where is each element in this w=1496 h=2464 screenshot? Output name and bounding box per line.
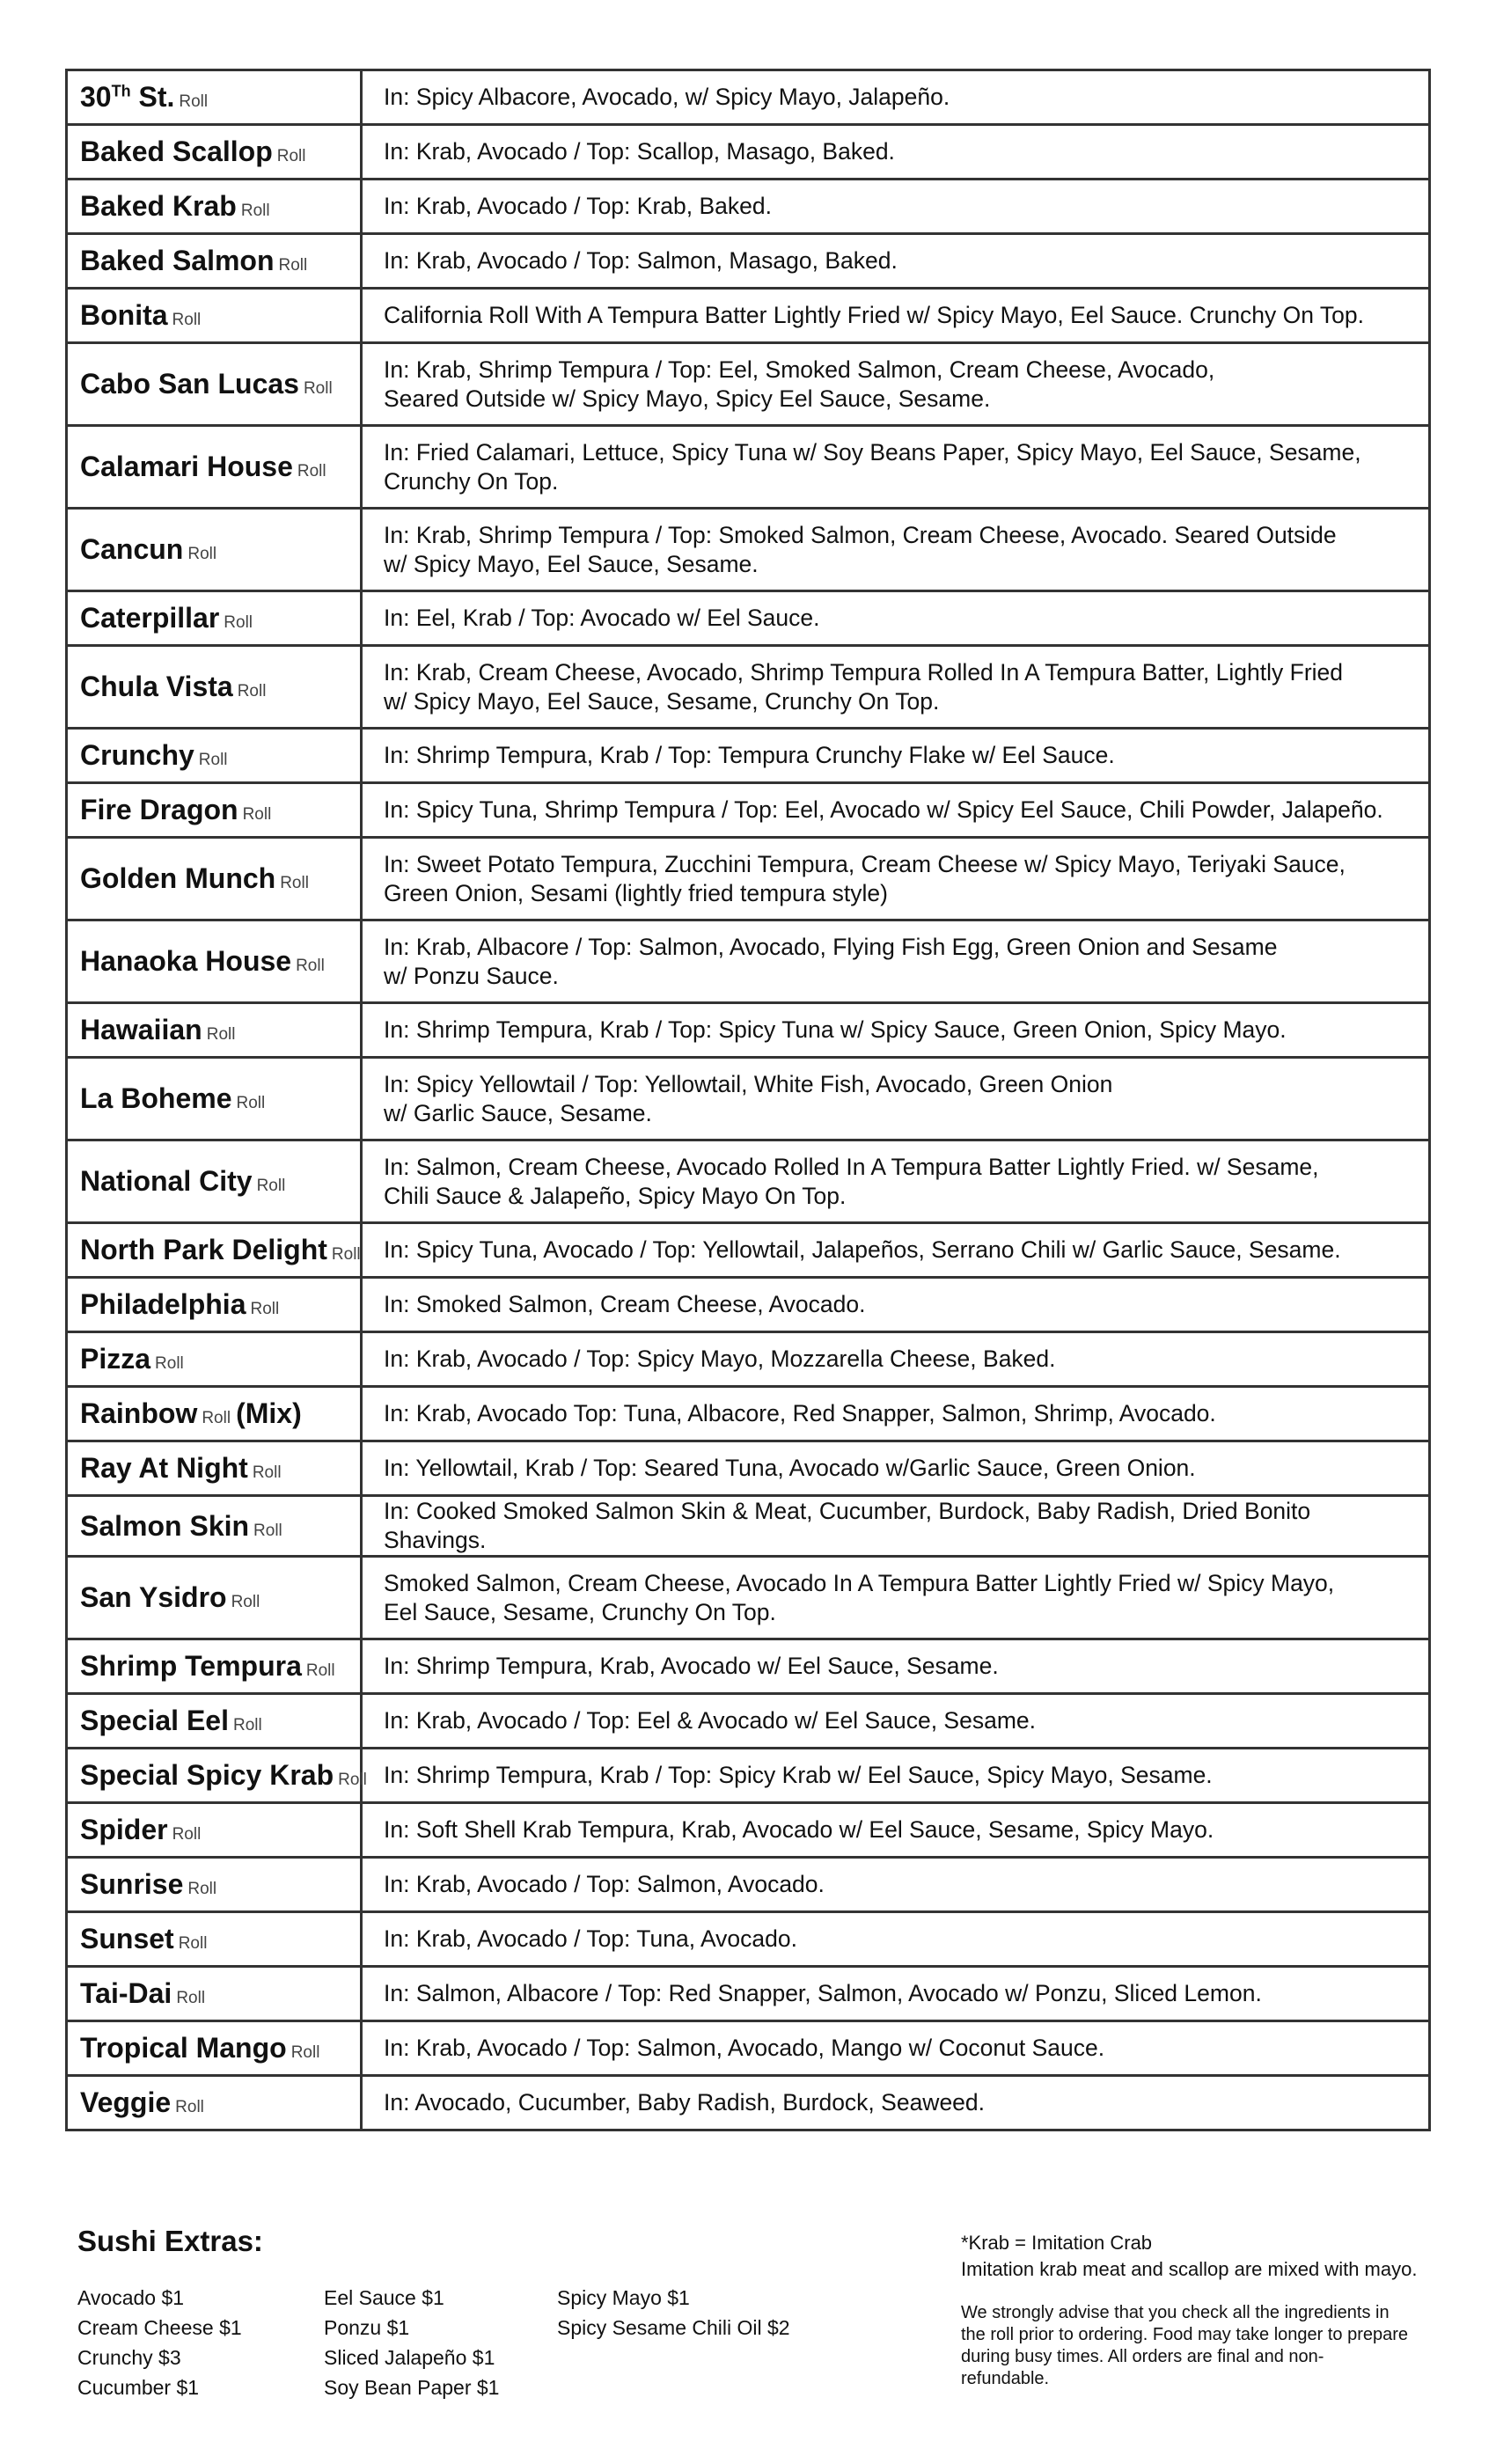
roll-name-cell	[67, 838, 362, 920]
roll-name	[80, 1705, 229, 1736]
roll-name	[80, 1650, 302, 1682]
roll-description-cell	[362, 1387, 1430, 1441]
sushi-extras-title: Sushi Extras:	[77, 2225, 263, 2257]
roll-name	[80, 1082, 231, 1114]
roll-name	[80, 2032, 287, 2064]
roll-menu-table	[65, 69, 1431, 2131]
roll-name	[80, 1510, 249, 1542]
roll-name-text: Tropical Mango	[80, 2032, 287, 2064]
roll-description: In: Eel, Krab / Top: Avocado w/ Eel Sauce.	[384, 605, 820, 631]
roll-description: In: Krab, Avocado Top: Tuna, Albacore, Red Snapper, Salmon, Shrimp, Avocado.	[384, 1400, 1216, 1426]
roll-description-cell	[362, 1223, 1430, 1278]
roll-name	[80, 533, 183, 565]
roll-name-text: Chula Vista	[80, 671, 233, 702]
roll-row	[67, 920, 1430, 1003]
roll-row	[67, 646, 1430, 729]
roll-name-cell	[67, 1140, 362, 1223]
roll-name-text: Spider	[80, 1814, 168, 1845]
roll-description-line2: w/ Spicy Mayo, Eel Sauce, Sesame.	[384, 550, 759, 577]
roll-name-text: Tai-Dai	[80, 1977, 172, 2009]
roll-description-line2: Green Onion, Sesami (lightly fried tempura style)	[384, 879, 888, 906]
roll-row	[67, 838, 1430, 920]
extras-item: Cream Cheese $1	[77, 2316, 242, 2339]
roll-suffix: Roll	[232, 1716, 262, 1734]
roll-name	[80, 2086, 171, 2118]
roll-row	[67, 1387, 1430, 1441]
roll-description-cell	[362, 1003, 1430, 1058]
roll-suffix: Roll	[237, 682, 267, 700]
roll-name	[80, 1977, 172, 2009]
roll-name	[80, 451, 293, 482]
roll-description-cell	[362, 289, 1430, 343]
roll-row	[67, 426, 1430, 509]
roll-name	[80, 81, 174, 113]
roll-description: In: Krab, Avocado / Top: Krab, Baked.	[384, 193, 772, 219]
roll-suffix: Roll	[256, 1177, 286, 1195]
roll-description-cell	[362, 1639, 1430, 1694]
roll-name-cell	[67, 234, 362, 289]
roll-description-line2: Crunchy On Top.	[384, 467, 559, 495]
roll-description-line2: w/ Garlic Sauce, Sesame.	[384, 1099, 652, 1126]
roll-name-cell	[67, 1332, 362, 1387]
roll-name-text: Baked Krab	[80, 190, 237, 222]
roll-description-cell	[362, 1058, 1430, 1140]
roll-name	[80, 1923, 174, 1954]
roll-description-cell	[362, 1278, 1430, 1332]
roll-name-cell	[67, 426, 362, 509]
roll-row	[67, 70, 1430, 125]
roll-description: In: Krab, Avocado / Top: Eel & Avocado w/ Eel Sauce, Sesame.	[384, 1707, 1036, 1734]
roll-suffix: Roll	[175, 2098, 204, 2116]
roll-name-text: Cancun	[80, 533, 184, 565]
roll-name-cell	[67, 1694, 362, 1749]
roll-name	[80, 1165, 253, 1197]
roll-name-extra: (Mix)	[236, 1397, 302, 1429]
roll-description: In: Shrimp Tempura, Krab / Top: Spicy Tuna w/ Spicy Sauce, Green Onion, Spicy Mayo.	[384, 1016, 1287, 1043]
roll-suffix: Roll	[179, 92, 209, 111]
roll-description-line2: Chili Sauce & Jalapeño, Spicy Mayo On Top.	[384, 1182, 847, 1209]
roll-row	[67, 783, 1430, 838]
roll-name	[80, 245, 275, 276]
roll-description-cell	[362, 646, 1430, 729]
roll-description-line2: Eel Sauce, Sesame, Crunchy On Top.	[384, 1598, 776, 1625]
roll-name	[80, 299, 168, 331]
roll-row	[67, 1639, 1430, 1694]
roll-row	[67, 729, 1430, 783]
roll-description-cell	[362, 2076, 1430, 2130]
roll-description-cell	[362, 426, 1430, 509]
roll-suffix: Roll	[278, 256, 308, 275]
extras-item: Spicy Sesame Chili Oil $2	[557, 2316, 790, 2339]
roll-description: In: Krab, Avocado / Top: Spicy Mayo, Mozzarella Cheese, Baked.	[384, 1346, 1056, 1372]
roll-description: In: Krab, Avocado / Top: Scallop, Masago, Baked.	[384, 138, 895, 165]
roll-description-cell	[362, 2021, 1430, 2076]
roll-name-cell	[67, 1639, 362, 1694]
roll-name-text: Bonita	[80, 299, 168, 331]
roll-suffix: Roll	[252, 1463, 282, 1482]
roll-description-cell	[362, 1441, 1430, 1496]
roll-description: In: Spicy Tuna, Avocado / Top: Yellowtail, Jalapeños, Serrano Chili w/ Garlic Sauce, Sesame.	[384, 1236, 1341, 1263]
roll-name-text: Hawaiian	[80, 1014, 202, 1045]
roll-description: In: Cooked Smoked Salmon Skin & Meat, Cucumber, Burdock, Baby Radish, Dried Bonito Shavings.	[384, 1498, 1311, 1553]
roll-name-cell	[67, 1803, 362, 1858]
roll-description: In: Salmon, Albacore / Top: Red Snapper, Salmon, Avocado w/ Ponzu, Sliced Lemon.	[384, 1980, 1262, 2006]
roll-row	[67, 1278, 1430, 1332]
roll-suffix: Roll	[172, 311, 202, 329]
extras-item: Soy Bean Paper $1	[324, 2376, 500, 2399]
roll-name-cell	[67, 1058, 362, 1140]
roll-name	[80, 1452, 248, 1484]
roll-row	[67, 509, 1430, 591]
roll-description-cell	[362, 783, 1430, 838]
roll-name-cell	[67, 343, 362, 426]
extras-item: Eel Sauce $1	[324, 2286, 444, 2309]
roll-name-text: Sunset	[80, 1923, 174, 1954]
roll-suffix: Roll	[303, 379, 333, 398]
roll-row	[67, 1967, 1430, 2021]
roll-description: In: Krab, Avocado / Top: Salmon, Avocado.	[384, 1871, 825, 1897]
roll-description: In: Fried Calamari, Lettuce, Spicy Tuna w/ Soy Beans Paper, Spicy Mayo, Eel Sauce, Sesame,	[384, 438, 1361, 466]
roll-name-superscript: Th	[111, 82, 131, 100]
roll-suffix: Roll	[187, 1880, 217, 1898]
roll-description: In: Spicy Yellowtail / Top: Yellowtail, White Fish, Avocado, Green Onion	[384, 1070, 1113, 1097]
sushi-extras-columns	[77, 2283, 839, 2402]
roll-name	[80, 1868, 183, 1900]
roll-suffix: Roll	[224, 613, 253, 632]
extras-item: Sliced Jalapeño $1	[324, 2346, 495, 2369]
roll-row	[67, 289, 1430, 343]
roll-name-cell	[67, 180, 362, 234]
roll-description: In: Spicy Tuna, Shrimp Tempura / Top: Eel, Avocado w/ Spicy Eel Sauce, Chili Powder, Jalapeño.	[384, 796, 1383, 823]
roll-name	[80, 794, 238, 825]
roll-description-cell	[362, 1967, 1430, 2021]
roll-description: In: Sweet Potato Tempura, Zucchini Tempura, Cream Cheese w/ Spicy Mayo, Teriyaki Sauce,	[384, 850, 1346, 877]
roll-row	[67, 1003, 1430, 1058]
roll-suffix: Roll	[297, 462, 326, 480]
roll-name-cell	[67, 591, 362, 646]
roll-row	[67, 1858, 1430, 1912]
roll-name-cell	[67, 1278, 362, 1332]
roll-description-cell	[362, 1332, 1430, 1387]
roll-name-text: Baked Salmon	[80, 245, 275, 276]
roll-description: In: Krab, Avocado / Top: Tuna, Avocado.	[384, 1925, 797, 1952]
roll-suffix: Roll	[155, 1354, 184, 1373]
roll-description-cell	[362, 729, 1430, 783]
roll-name-text: Crunchy	[80, 739, 194, 771]
roll-name-text-after: St.	[130, 81, 175, 113]
roll-suffix: Roll	[178, 1934, 208, 1953]
roll-name-text: Philadelphia	[80, 1288, 246, 1320]
roll-description-cell	[362, 838, 1430, 920]
roll-row	[67, 1223, 1430, 1278]
roll-suffix: Roll	[338, 1771, 367, 1789]
ordering-disclaimer: We strongly advise that you check all the ingredients in the roll prior to ordering. Food may take longer to prepare during busy times. All orders are final and non-refundable.	[961, 2303, 1409, 2388]
roll-name	[80, 136, 273, 167]
roll-name-cell	[67, 1749, 367, 1803]
roll-row	[67, 1332, 1430, 1387]
roll-description: In: Smoked Salmon, Cream Cheese, Avocado.	[384, 1291, 866, 1317]
roll-name-text: Salmon Skin	[80, 1509, 250, 1542]
roll-name-text: San Ysidro	[80, 1581, 227, 1613]
roll-name-cell	[67, 1223, 362, 1278]
roll-name	[80, 602, 219, 634]
roll-name-text: Cabo San Lucas	[80, 368, 299, 400]
roll-suffix: Roll	[187, 545, 217, 563]
roll-name-text: Caterpillar	[80, 602, 220, 634]
roll-name-cell	[67, 125, 362, 180]
roll-suffix: Roll	[242, 805, 272, 824]
roll-description: In: Krab, Shrimp Tempura / Top: Smoked Salmon, Cream Cheese, Avocado. Seared Outside	[384, 521, 1337, 548]
krab-note: *Krab = Imitation Crab	[961, 2232, 1153, 2254]
extras-column	[77, 2283, 324, 2402]
roll-row	[67, 1496, 1430, 1557]
roll-description: In: Krab, Albacore / Top: Salmon, Avocado, Flying Fish Egg, Green Onion and Sesame	[384, 933, 1278, 960]
roll-name-text: Baked Scallop	[80, 136, 273, 167]
roll-name-cell	[67, 729, 362, 783]
roll-description-cell	[362, 343, 1430, 426]
roll-name-cell	[67, 2021, 362, 2076]
roll-name	[80, 1814, 168, 1845]
roll-name	[80, 190, 237, 222]
roll-name-text: 30	[80, 81, 112, 113]
roll-name-text: Hanaoka House	[80, 945, 292, 977]
roll-name	[80, 945, 291, 977]
roll-name-cell	[67, 1387, 362, 1441]
roll-name	[80, 862, 275, 894]
roll-row	[67, 591, 1430, 646]
roll-description: California Roll With A Tempura Batter Lightly Fried w/ Spicy Mayo, Eel Sauce. Crunchy On Top.	[384, 302, 1364, 328]
roll-description: In: Shrimp Tempura, Krab / Top: Spicy Krab w/ Eel Sauce, Spicy Mayo, Sesame.	[384, 1762, 1213, 1788]
roll-description: In: Shrimp Tempura, Krab, Avocado w/ Eel Sauce, Sesame.	[384, 1653, 999, 1679]
roll-name-text: Shrimp Tempura	[80, 1650, 302, 1682]
roll-suffix: Roll	[231, 1593, 260, 1611]
roll-row	[67, 1803, 1430, 1858]
roll-description-cell	[362, 234, 1430, 289]
extras-column	[557, 2283, 839, 2402]
sushi-extras	[77, 2225, 839, 2402]
roll-suffix: Roll	[305, 1661, 335, 1680]
extras-item: Ponzu $1	[324, 2316, 410, 2339]
roll-row	[67, 234, 1430, 289]
roll-suffix: Roll	[290, 2043, 320, 2062]
roll-description-cell	[362, 70, 1430, 125]
roll-name-cell	[67, 2076, 362, 2130]
extras-item: Spicy Mayo $1	[557, 2286, 690, 2309]
roll-name-cell	[67, 1858, 362, 1912]
roll-name	[80, 1759, 334, 1791]
roll-name-cell	[67, 646, 362, 729]
roll-name	[80, 1397, 197, 1429]
roll-name-cell	[67, 1003, 362, 1058]
roll-name-text: Special Spicy Krab	[80, 1759, 334, 1791]
roll-menu-body	[67, 70, 1430, 2130]
roll-description-cell	[362, 1694, 1430, 1749]
roll-suffix: Roll	[250, 1300, 280, 1318]
roll-name	[80, 1343, 150, 1375]
roll-row	[67, 343, 1430, 426]
roll-name-text: Ray At Night	[80, 1452, 248, 1484]
roll-name-text: National City	[80, 1165, 253, 1197]
roll-name	[80, 1234, 327, 1265]
roll-name	[80, 739, 194, 771]
roll-name	[80, 1014, 202, 1045]
mayo-note: Imitation krab meat and scallop are mixed with mayo.	[961, 2258, 1418, 2280]
roll-description: Smoked Salmon, Cream Cheese, Avocado In A Tempura Batter Lightly Fried w/ Spicy Mayo,	[384, 1569, 1335, 1596]
roll-name	[80, 671, 233, 702]
roll-name	[80, 1581, 227, 1613]
roll-description-cell	[362, 125, 1430, 180]
roll-row	[67, 125, 1430, 180]
roll-row	[67, 1912, 1430, 1967]
roll-row	[67, 1557, 1430, 1639]
roll-name-text: Pizza	[80, 1343, 151, 1375]
roll-row	[67, 1694, 1430, 1749]
roll-name-cell	[67, 289, 362, 343]
extras-column	[324, 2283, 557, 2402]
roll-description-cell	[362, 1803, 1430, 1858]
roll-suffix: Roll	[202, 1409, 231, 1427]
roll-description-cell	[362, 1858, 1430, 1912]
roll-description: In: Krab, Avocado / Top: Salmon, Masago, Baked.	[384, 247, 898, 274]
roll-description: In: Spicy Albacore, Avocado, w/ Spicy Mayo, Jalapeño.	[384, 84, 950, 110]
roll-description: In: Avocado, Cucumber, Baby Radish, Burdock, Seaweed.	[384, 2089, 986, 2116]
roll-suffix: Roll	[276, 147, 306, 165]
roll-name-text: Fire Dragon	[80, 794, 238, 825]
roll-row	[67, 1441, 1430, 1496]
roll-description-cell	[362, 509, 1430, 591]
roll-description: In: Krab, Cream Cheese, Avocado, Shrimp Tempura Rolled In A Tempura Batter, Lightly Fried	[384, 658, 1344, 686]
roll-suffix: Roll	[296, 957, 325, 975]
roll-suffix: Roll	[280, 874, 309, 892]
roll-description-cell	[362, 180, 1430, 234]
roll-description-line2: w/ Ponzu Sauce.	[384, 962, 559, 989]
roll-name-text: La Boheme	[80, 1082, 232, 1114]
roll-description: In: Soft Shell Krab Tempura, Krab, Avocado w/ Eel Sauce, Sesame, Spicy Mayo.	[384, 1816, 1214, 1843]
roll-suffix: Roll	[198, 751, 228, 769]
roll-suffix: Roll	[176, 1989, 206, 2007]
roll-row	[67, 1058, 1430, 1140]
roll-name-cell	[67, 1441, 362, 1496]
roll-name-text: Rainbow	[80, 1397, 198, 1429]
roll-row	[67, 1140, 1430, 1223]
roll-name	[80, 368, 299, 400]
extras-item: Cucumber $1	[77, 2376, 200, 2399]
roll-description-line2: w/ Spicy Mayo, Eel Sauce, Sesame, Crunchy On Top.	[384, 687, 940, 715]
roll-suffix: Roll	[236, 1094, 266, 1112]
roll-suffix: Roll	[172, 1825, 202, 1844]
roll-description-cell	[362, 1557, 1430, 1639]
roll-description-line2: Seared Outside w/ Spicy Mayo, Spicy Eel Sauce, Sesame.	[384, 385, 991, 412]
roll-description-cell	[362, 1496, 1430, 1557]
roll-name-cell	[67, 1912, 362, 1967]
roll-name-text: Sunrise	[80, 1868, 184, 1900]
roll-name-cell	[67, 1967, 362, 2021]
roll-description: In: Yellowtail, Krab / Top: Seared Tuna, Avocado w/Garlic Sauce, Green Onion.	[384, 1455, 1196, 1481]
extras-item: Crunchy $3	[77, 2346, 181, 2369]
menu-notes	[961, 2230, 1454, 2390]
roll-description-cell	[362, 920, 1430, 1003]
roll-name-cell	[67, 1496, 362, 1557]
roll-description: In: Krab, Avocado / Top: Salmon, Avocado, Mango w/ Coconut Sauce.	[384, 2035, 1105, 2061]
roll-row	[67, 180, 1430, 234]
roll-description: In: Salmon, Cream Cheese, Avocado Rolled In A Tempura Batter Lightly Fried. w/ Sesame,	[384, 1153, 1319, 1180]
roll-description: In: Shrimp Tempura, Krab / Top: Tempura Crunchy Flake w/ Eel Sauce.	[384, 742, 1115, 768]
roll-suffix: Roll	[253, 1521, 282, 1540]
roll-name-cell	[67, 509, 362, 591]
roll-description-cell	[362, 1912, 1430, 1967]
extras-item: Avocado $1	[77, 2286, 185, 2309]
roll-row	[67, 2021, 1430, 2076]
roll-description: In: Krab, Shrimp Tempura / Top: Eel, Smoked Salmon, Cream Cheese, Avocado,	[384, 356, 1215, 383]
roll-name-text: Special Eel	[80, 1705, 229, 1736]
roll-row	[67, 2076, 1430, 2130]
roll-description-cell	[362, 1749, 1430, 1803]
roll-name-cell	[67, 783, 362, 838]
roll-name-cell	[67, 1557, 362, 1639]
roll-row	[67, 1749, 1430, 1803]
roll-name-cell	[67, 920, 362, 1003]
roll-name-text: North Park Delight	[80, 1234, 327, 1265]
roll-description-cell	[362, 591, 1430, 646]
roll-name-text: Golden Munch	[80, 862, 276, 894]
roll-suffix: Roll	[206, 1025, 236, 1044]
roll-name	[80, 1288, 246, 1320]
roll-suffix: Roll	[240, 202, 270, 220]
roll-description-cell	[362, 1140, 1430, 1223]
roll-name-text: Calamari House	[80, 451, 293, 482]
roll-name-text: Veggie	[80, 2086, 172, 2118]
roll-suffix: Roll	[331, 1245, 361, 1264]
roll-name-cell	[67, 70, 362, 125]
